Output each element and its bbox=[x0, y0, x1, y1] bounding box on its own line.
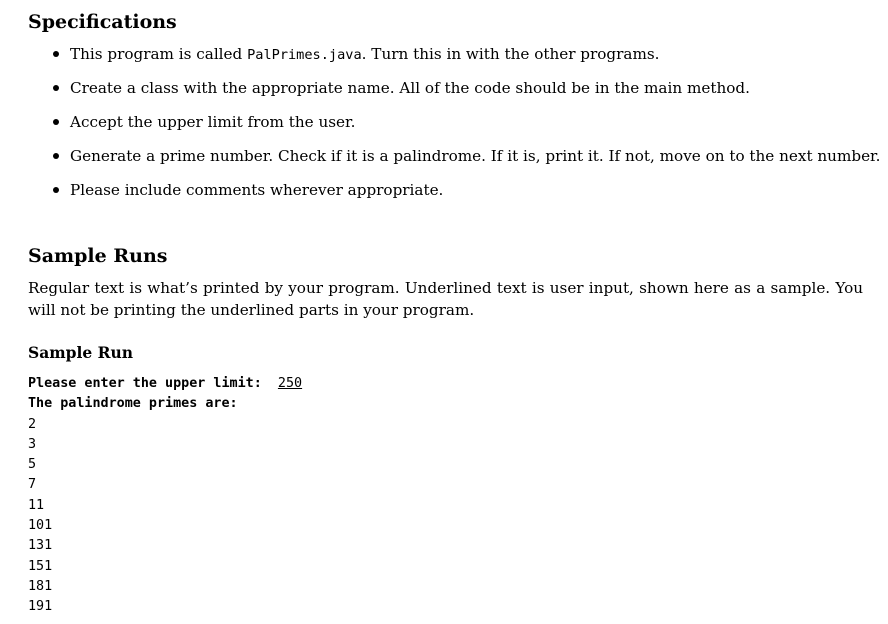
spec-bullet bbox=[53, 77, 883, 111]
spec-text: Please include comments wherever appropriate. bbox=[70, 181, 444, 199]
bullet-icon bbox=[53, 187, 59, 193]
sample-runs-heading: Sample Runs bbox=[28, 245, 168, 267]
console-output-line: 11 bbox=[28, 497, 45, 513]
spec-bullet bbox=[53, 111, 883, 145]
console-output-line: 7 bbox=[28, 477, 37, 493]
bullet-icon bbox=[53, 119, 59, 125]
spec-bullet bbox=[53, 179, 883, 213]
spec-text: . Turn this in with the other programs. bbox=[361, 45, 660, 63]
spec-text: This program is called bbox=[70, 45, 248, 63]
bullet-icon bbox=[53, 153, 59, 159]
console-header: The palindrome primes are: bbox=[28, 396, 238, 412]
console-user-input: 250 bbox=[277, 376, 303, 391]
console-output-line: 101 bbox=[28, 518, 53, 534]
sample-runs-intro: Regular text is what’s printed by your program. Underlined text is user input, shown here as a sample. You will not be printing the underlined parts in your program. bbox=[28, 279, 863, 319]
spec-text: Generate a prime number. Check if it is a palindrome. If it is, print it. If not, move on to the next number. bbox=[70, 147, 881, 165]
spec-text: Create a class with the appropriate name. All of the code should be in the main method. bbox=[70, 79, 750, 97]
console-output-line: 5 bbox=[28, 457, 37, 473]
console-output-line: 151 bbox=[28, 558, 53, 574]
console-prompt: Please enter the upper limit: bbox=[28, 376, 278, 391]
sample-run-subheading: Sample Run bbox=[28, 343, 134, 362]
bullet-icon bbox=[53, 51, 59, 57]
filename-code: PalPrimes.java bbox=[247, 47, 362, 63]
spec-bullet bbox=[53, 145, 883, 179]
console-output-line: 2 bbox=[28, 416, 37, 432]
console-output-line: 3 bbox=[28, 436, 37, 452]
specifications-heading: Specifications bbox=[28, 11, 177, 33]
console-output-line: 181 bbox=[28, 578, 53, 594]
console-output-line: 191 bbox=[28, 599, 53, 615]
sample-run-console bbox=[28, 374, 302, 618]
specifications-list bbox=[53, 43, 883, 213]
console-prompt-line bbox=[28, 374, 302, 394]
console-output-line: 131 bbox=[28, 538, 53, 554]
bullet-icon bbox=[53, 85, 59, 91]
spec-text: Accept the upper limit from the user. bbox=[70, 113, 356, 131]
spec-bullet bbox=[53, 43, 883, 77]
